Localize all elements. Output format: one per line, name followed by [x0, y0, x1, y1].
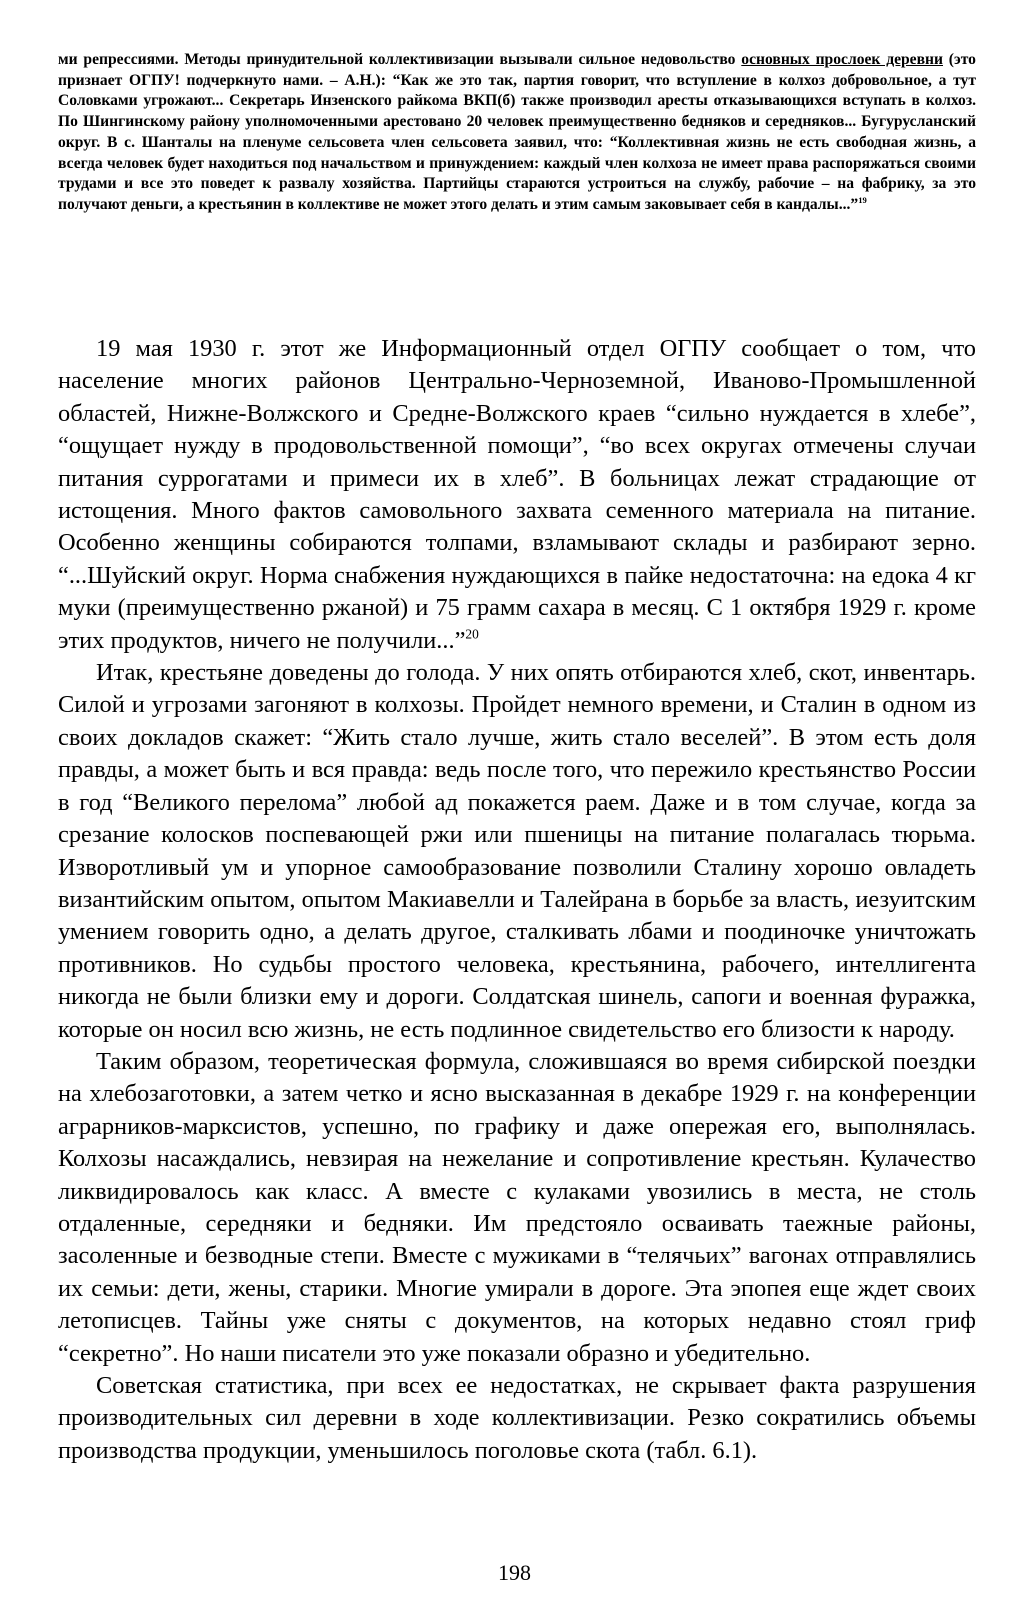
quote-paragraph	[58, 50, 976, 216]
quote-text-rest: (это признает ОГПУ! подчеркнуто нами. – А.Н.): “Как же это так, партия говорит, что вступление в колхоз добровольное, а тут Соловками угрожают... Секретарь Инзенского райкома ВКП(б) также производил аресты отказывающихся вступать в колхоз. По Шингинскому району уполномоченными арестовано 20 человек преимущественно бедняков и середняков... Бугурусланский округ. В с. Шанталы на пленуме сельсовета член сельсовета заявил, что: “Коллективная жизнь не есть свободная жизнь, а всегда человек будет находиться под начальством и принуждением: каждый член колхоза не имеет права распоряжаться своими трудами и все это поведет к развалу хозяйства. Партийцы стараются устроиться на службу, рабочие – на фабрику, за это получают деньги, а крестьянин в коллективе не может этого делать и этим самым заковывает себя в кандалы...”	[58, 51, 976, 213]
paragraph-text: Таким образом, теоретическая формула, сложившаяся во время сибирской поездки на хлебозаготовки, а затем четко и ясно высказанная в декабре 1929 г. на конференции аграрников-марксистов, успешно, по графику и даже опережая его, выполнялась. Колхозы насаждались, невзирая на нежелание и сопротивление крестьян. Кулачество ликвидировалось как класс. А вместе с кулаками увозились в места, не столь отдаленные, середняки и бедняки. Им предстояло осваивать таежные районы, засоленные и безводные степи. Вместе с мужиками в “телячьих” вагонах отправлялись их семьи: дети, жены, старики. Многие умирали в дороге. Эта эпопея еще ждет своих летописцев. Тайны уже сняты с документов, на которых недавно стоял гриф “секретно”. Но наши писатели это уже показали образно и убедительно.	[58, 1047, 976, 1367]
quote-underlined-phrase: основных прослоек деревни	[741, 51, 943, 68]
paragraph-text: Итак, крестьяне доведены до голода. У них опять отбираются хлеб, скот, инвентарь. Силой и угрозами загоняют в колхозы. Пройдет немного времени, и Сталин в одном из своих докладов скажет: “Жить стало лучше, жить стало веселей”. В этом есть доля правды, а может быть и вся правда: ведь после того, что пережило крестьянство России в год “Великого перелома” любой ад покажется раем. Даже и в том случае, когда за срезание колосков поспевающей ржи или пшеницы на питание полагалась тюрьма. Изворотливый ум и упорное самообразование позволили Сталину хорошо овладеть византийским опытом, опытом Макиавелли и Талейрана в борьбе за власть, иезуитским умением говорить одно, а делать другое, сталкивать лбами и поодиночке уничтожать противников. Но судьбы простого человека, крестьянина, рабочего, интеллигента никогда не были близки ему и дороги. Солдатская шинель, сапоги и военная фуражка, которые он носил всю жизнь, не есть подлинное свидетельство его близости к народу.	[58, 659, 976, 1043]
paragraph-text: Советская статистика, при всех ее недостатках, не скрывает факта разрушения производительных сил деревни в ходе коллективизации. Резко сократились объемы производства продукции, уменьшилось поголовье скота (табл. 6.1).	[58, 1372, 976, 1464]
main-text	[58, 333, 976, 1467]
paragraph-3	[58, 1046, 976, 1370]
footnote-marker: 20	[465, 626, 479, 642]
footnote-marker: 19	[858, 194, 867, 205]
block-quote	[58, 50, 976, 216]
paragraph-4	[58, 1370, 976, 1467]
paragraph-text: 19 мая 1930 г. этот же Информационный отдел ОГПУ сообщает о том, что население многих районов Центрально-Черноземной, Иваново-Промышленной областей, Нижне-Волжского и Средне-Волжского краев “сильно нуждается в хлебе”, “ощущает нужду в продовольственной помощи”, “во всех округах отмечены случаи питания суррогатами и примеси их в хлеб”. В больницах лежат страдающие от истощения. Много фактов самовольного захвата семенного материала на питание. Особенно женщины собираются толпами, взламывают склады и разбирают зерно. “...Шуйский округ. Норма снабжения нуждающихся в пайке недостаточна: на едока 4 кг муки (преимущественно ржаной) и 75 грамм сахара в месяц. С 1 октября 1929 г. кроме этих продуктов, ничего не получили...”	[58, 335, 976, 654]
page-number: 198	[498, 1560, 531, 1585]
paragraph-2	[58, 657, 976, 1046]
paragraph-1	[58, 333, 976, 657]
quote-text-start: ми репрессиями. Методы принудительной коллективизации вызывали сильное недовольство	[58, 51, 742, 68]
